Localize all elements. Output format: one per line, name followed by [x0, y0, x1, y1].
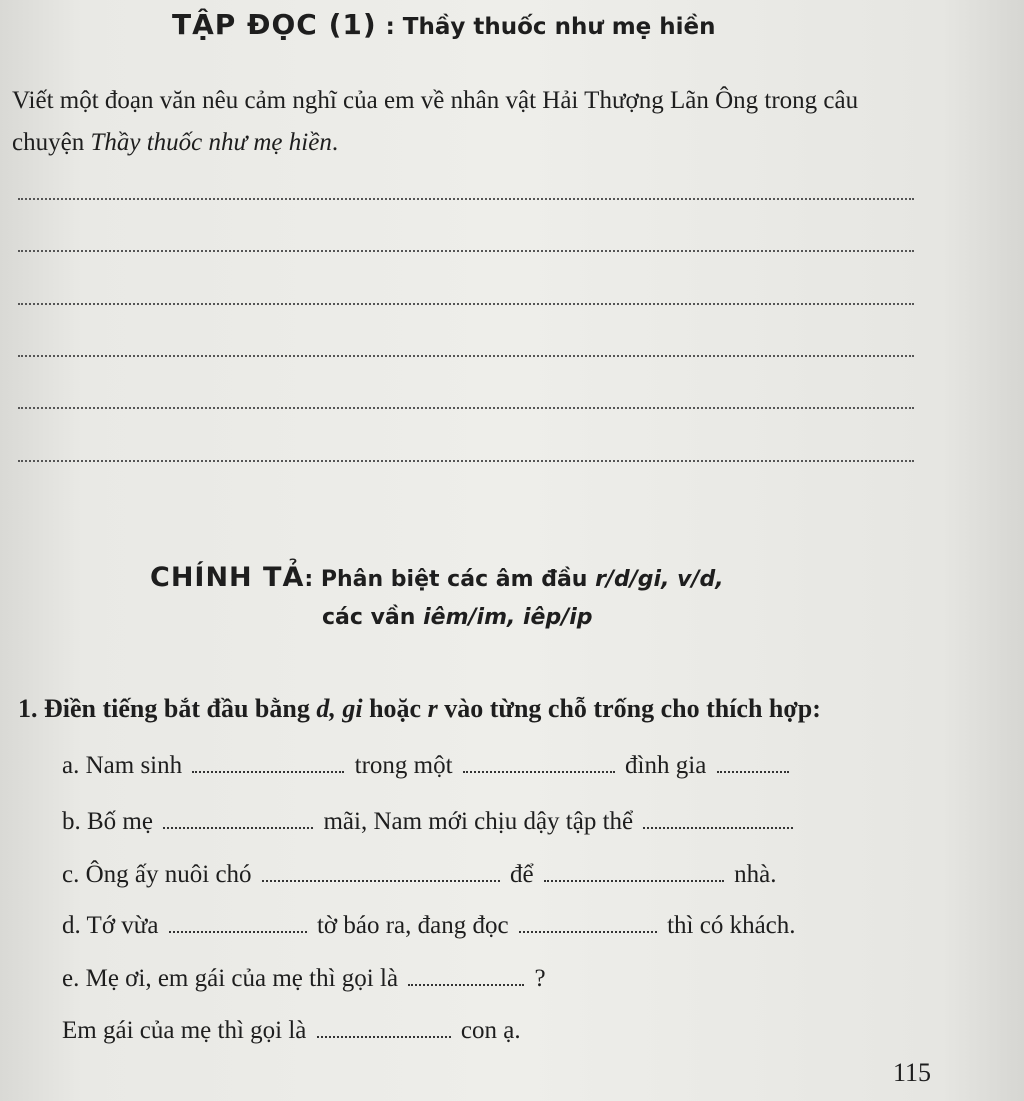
- exercise-item-e: e. Mẹ ơi, em gái của mẹ thì gọi là ?: [62, 965, 546, 992]
- answer-line[interactable]: [18, 460, 914, 462]
- fill-blank[interactable]: [317, 1034, 451, 1038]
- answer-line[interactable]: [18, 198, 914, 200]
- fill-blank[interactable]: [192, 769, 344, 773]
- exercise-item-b: b. Bố mẹ mãi, Nam mới chịu dậy tập thể: [62, 808, 797, 842]
- page-number: 115: [893, 1058, 932, 1087]
- answer-line[interactable]: [18, 407, 914, 409]
- answer-line[interactable]: [18, 250, 914, 252]
- fill-blank[interactable]: [163, 825, 313, 829]
- fill-blank[interactable]: [643, 825, 793, 829]
- exercise-item-d: d. Tớ vừa tờ báo ra, đang đọc thì có khách.: [62, 912, 796, 939]
- fill-blank[interactable]: [717, 769, 789, 773]
- fill-blank[interactable]: [408, 982, 524, 986]
- section-title-tap-doc: TẬP ĐỌC (1) : Thầy thuốc như mẹ hiền: [172, 8, 716, 41]
- fill-blank[interactable]: [169, 929, 307, 933]
- exercise-item-a: a. Nam sinh trong một đình gia: [62, 752, 793, 786]
- exercise-instruction: 1. Điền tiếng bắt đầu bằng d, gi hoặc r vào từng chỗ trống cho thích hợp:: [18, 694, 821, 723]
- section-subtitle-chinh-ta: các vần iêm/im, iêp/ip: [322, 605, 593, 630]
- exercise-item-c: c. Ông ấy nuôi chó để nhà.: [62, 861, 777, 888]
- fill-blank[interactable]: [463, 769, 615, 773]
- exercise-item-e-answer: Em gái của mẹ thì gọi là con ạ.: [62, 1017, 521, 1044]
- fill-blank[interactable]: [262, 878, 500, 882]
- section-title-chinh-ta: CHÍNH TẢ: Phân biệt các âm đầu r/d/gi, v/d,: [150, 562, 724, 593]
- fill-blank[interactable]: [519, 929, 657, 933]
- answer-line[interactable]: [18, 355, 914, 357]
- fill-blank[interactable]: [544, 878, 724, 882]
- writing-prompt: Viết một đoạn văn nêu cảm nghĩ của em về nhân vật Hải Thượng Lãn Ông trong câu chuyện Thầy thuốc như mẹ hiền.: [12, 87, 859, 156]
- answer-line[interactable]: [18, 303, 914, 305]
